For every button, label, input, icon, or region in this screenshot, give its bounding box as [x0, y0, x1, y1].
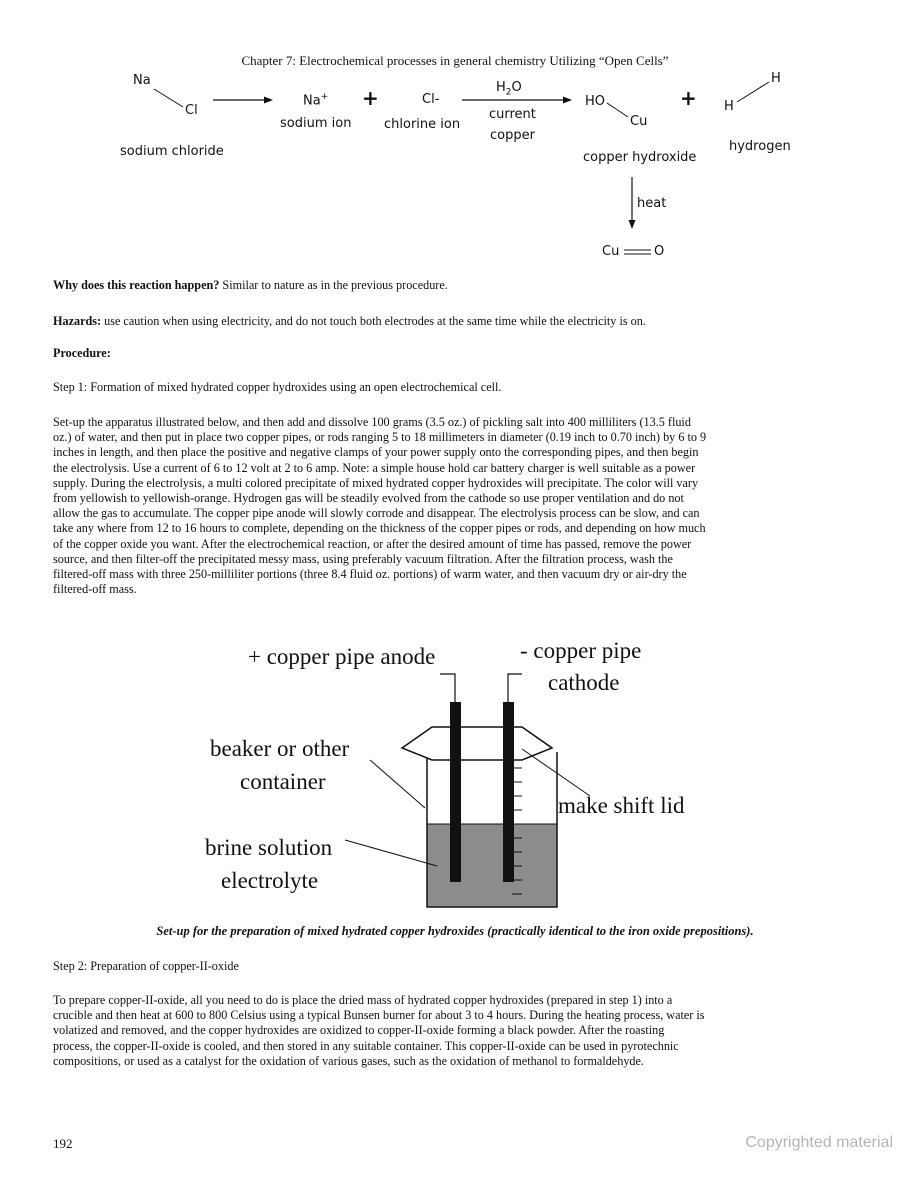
water-h: H — [496, 80, 506, 95]
brine-liquid — [427, 824, 557, 907]
sodium-atom: Na — [133, 73, 151, 88]
copper-label: copper — [490, 128, 535, 143]
copper-hydroxide-label: copper hydroxide — [583, 150, 697, 165]
why-text: Similar to nature as in the previous procedure. — [219, 278, 448, 292]
paragraph-line: take any where from 12 to 16 hours to complete, depending on the thickness of the copper pipes or rods, and depending on how much — [53, 521, 706, 536]
water-subscript: 2 — [505, 87, 512, 98]
brine-label-line2: electrolyte — [221, 868, 319, 893]
anode-pipe — [450, 702, 461, 882]
beaker-label-line1: beaker or other — [210, 736, 350, 761]
chapter-title: Chapter 7: Electrochemical processes in general chemistry Utilizing “Open Cells” — [241, 53, 669, 68]
step2-title: Step 2: Preparation of copper-II-oxide — [53, 959, 239, 973]
brine-label-line1: brine solution — [205, 835, 333, 860]
paragraph-line: compositions, or used as a catalyst for the oxidation of various gases, such as the oxidation of methanol to formaldehyde. — [53, 1053, 644, 1068]
copyright-notice: Copyrighted material — [745, 1134, 893, 1151]
paragraph-line: of the copper oxide you want. After the electrochemical reaction, or after the desired amount of time has passed, remove the power — [53, 536, 692, 551]
plus-sign-1: + — [362, 86, 379, 110]
sodium-ion-label: sodium ion — [280, 116, 352, 131]
lid — [402, 727, 552, 760]
heat-label: heat — [637, 196, 667, 211]
hazards-text: use caution when using electricity, and do not touch both electrodes at the same time while the electricity is on. — [101, 314, 646, 328]
sodium-ion-charge: + — [320, 92, 329, 102]
cathode-label-line2: cathode — [548, 670, 620, 695]
sodium-chloride-label: sodium chloride — [120, 144, 224, 159]
hazards-heading: Hazards: — [53, 314, 102, 328]
hydroxide-group: HO — [585, 94, 606, 109]
lid-label: make shift lid — [558, 793, 685, 818]
chlorine-ion-symbol: Cl- — [422, 92, 440, 107]
chlorine-atom: Cl — [185, 103, 198, 118]
paragraph-line: inches in length, and then place the positive and negative clamps of your power supply onto the corresponding pipes, and then begin — [53, 445, 699, 460]
anode-label: + copper pipe anode — [248, 644, 436, 669]
paragraph-line: allow the gas to accumulate. The copper pipe anode will slowly corrode and disappear. The electrolysis process can be slow, and can — [53, 506, 700, 521]
hydrogen-label: hydrogen — [729, 139, 791, 154]
chlorine-ion-label: chlorine ion — [384, 117, 461, 132]
beaker-pointer — [370, 760, 425, 808]
cathode-pipe — [503, 702, 514, 882]
paragraph-line: To prepare copper-II-oxide, all you need to do is place the dried mass of hydrated copper hydroxides (prepared in step 1) into a — [53, 993, 673, 1007]
paragraph-line: supply. During the electrolysis, a multi colored precipitate of mixed hydrated copper hydroxides will precipitate. The color will vary — [53, 475, 699, 490]
copper-atom: Cu — [630, 114, 648, 129]
plus-sign-2: + — [680, 86, 697, 110]
paragraph-line: process, the copper-II-oxide is cooled, and then stored in any suitable container. This copper-II-oxide can be used in pyrotechnic — [53, 1038, 679, 1053]
hydrogen-atom-left: H — [724, 99, 734, 114]
brine-pointer — [345, 840, 437, 866]
page-number: 192 — [53, 1136, 73, 1151]
why-heading: Why does this reaction happen? — [53, 278, 220, 292]
paragraph-line: filtered-off mass. — [53, 582, 137, 597]
paragraph-line: the electrolysis. Use a current of 6 to 12 volt at 2 to 6 amp. Note: a simple house hold car battery charger is well suitable as a power — [53, 460, 696, 475]
paragraph-line: from yellowish to yellowish-orange. Hydrogen gas will be steadily evolved from the cathode so use proper ventilation and do not — [53, 491, 684, 506]
figure-caption: Set-up for the preparation of mixed hydrated copper hydroxides (practically identical to the iron oxide prepositions). — [156, 924, 754, 938]
current-label: current — [489, 107, 536, 122]
procedure-label: Procedure: — [53, 346, 111, 360]
water-o: O — [511, 80, 522, 95]
lid-pointer — [522, 749, 590, 796]
copper-oxide-cu: Cu — [602, 244, 620, 259]
step1-title: Step 1: Formation of mixed hydrated copper hydroxides using an open electrochemical cell. — [53, 380, 502, 394]
copper-oxide-o: O — [654, 244, 665, 259]
hydrogen-atom-right: H — [771, 71, 781, 86]
paragraph-line: oz.) of water, and then put in place two copper pipes, or rods ranging 5 to 18 millimeters in diameter (0.19 inch to 0.70 inch) by 6 to 9 — [53, 430, 707, 445]
paragraph-line: source, and then filter-off the precipitated messy mass, using preferably vacuum filtration. After the filtration process, wash the — [53, 551, 673, 566]
paragraph-line: crucible and then heat at 600 to 800 Celsius using a typical Bunsen burner for about 3 to 4 hours. During the heating process, water is — [53, 1008, 705, 1023]
sodium-ion-text: Na — [303, 93, 321, 109]
beaker-label-line2: container — [240, 769, 326, 794]
paragraph-line: filtered-off mass with three 250-milliliter portions (three 8.4 fluid oz. portions) of warm water, and then vacuum dry or air-dry the — [53, 567, 687, 582]
cathode-label-line1: - copper pipe — [520, 638, 642, 663]
paragraph-line: Set-up the apparatus illustrated below, and then add and dissolve 100 grams (3.5 oz.) of pickling salt into 400 milliliters (13.5 fluid — [53, 415, 691, 429]
step2-paragraph — [53, 993, 853, 1069]
paragraph-line: volatized and removed, and the copper hydroxides are oxidized to copper-II-oxide forming a black powder. After the roasting — [53, 1023, 665, 1038]
